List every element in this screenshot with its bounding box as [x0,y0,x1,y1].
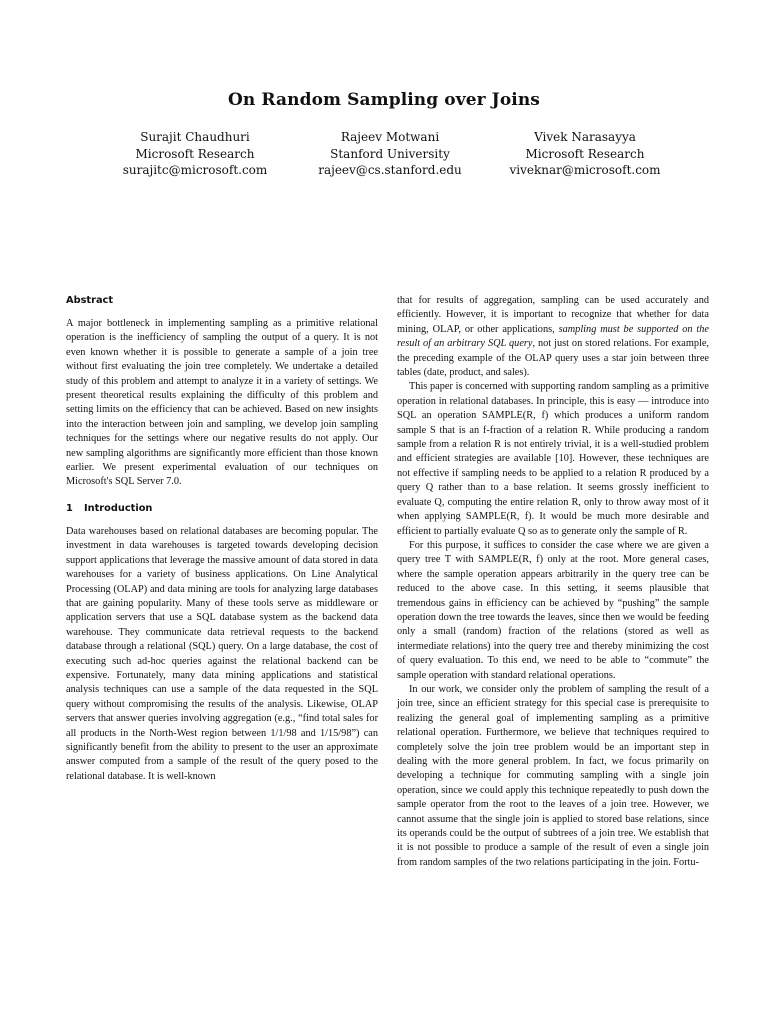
abstract-heading: Abstract [66,295,114,306]
author-email: rajeev@cs.stanford.edu [318,163,462,177]
abstract-text: A major bottleneck in implementing sampling as a primitive relational operation is the inefficiency of sampling the output of a query. It is not even known whether it is possible to generate a sample of a join tree without first evaluating the join tree completely. We undertake a detailed study of this problem and attempt to analyze it in a variety of settings. We present theoretical results explaining the difficulty of this problem and setting limits on the efficiency that can be achieved. Based on new insights into the interaction between join and sampling, we develop join sampling techniques for the settings where our negative results do not apply. Our new sampling algorithms are significantly more efficient than those known earlier. We present experimental evaluation of our techniques on Microsoft's SQL Server 7.0. [66,318,378,488]
intro-paragraph-5: In our work, we consider only the problem of sampling the result of a join tree, since an efficient strategy for this special case is prerequisite to realizing the general goal of implementing sampling as a primitive relational operation. Furthermore, we believe that techniques required to completely solve the join tree problem would be an important step in dealing with the more general problem. In fact, we focus primarily on developing a technique for commuting sampling with a single join operation, since we could apply this technique repeatedly to push down the sample operator from the root to the leaves of a join tree. However, we cannot assume that the single join is applied to stored base relations, since its operands could be the output of subtrees of a join tree. We establish that it is not possible to produce a sample of the result of even a single join from random samples of the two relations participating in the join. Fortu- [397,683,709,868]
paper-title: On Random Sampling over Joins [228,90,540,110]
right-column [397,294,709,870]
author-email: viveknar@microsoft.com [509,163,661,177]
author-email: surajitc@microsoft.com [122,163,268,177]
intro-paragraph-1: Data warehouses based on relational databases are becoming popular. The investment in data warehouses is targeted towards developing decision support applications that leverage the massive amount of data stored in data warehouses for a variety of business applications. On Line Analytical Processing (OLAP) and data mining are tools for analyzing large databases that are gaining popularity. Many of these tools serve as middleware or application servers that use a SQL database system as the backend data warehouse. They communicate data retrieval requests to the backend database through a relational (SQL) query. On a large database, the cost of executing such ad-hoc queries against the relational backend can be expensive. Fortunately, many data mining applications and statistical analysis techniques can use a sample of the data requested in the SQL query without compromising the results of the analysis. Likewise, OLAP servers that answer queries involving aggregation (e.g., “find total sales for all products in the North-West region between 1/1/98 and 1/15/98”) can significantly benefit from the ability to present to the user an approximate answer computed from a sample of the result of the query posed to the relational database. It is well-known [66,525,378,782]
author-affiliation: Stanford University [330,146,450,161]
section-heading-introduction [66,502,378,516]
author-name: Vivek Narasayya [534,130,636,144]
intro-paragraph-3: This paper is concerned with supporting random sampling as a primitive operation in relational databases. In principle, this is easy — introduce into SQL an operation SAMPLE(R, f) which produces a uniform random sample S that is an f-fraction of a relation R. While producing a random sample from a relation R is not entirely trivial, it is a well-studied problem and efficient strategies are available [10]. However, these techniques are not effective if sampling needs to be applied to a relation R produced by a query Q rather than to a base relation. It seems grossly inefficient to evaluate Q, computing the entire relation R, only to throw away most of it when applying SAMPLE(R, f). It would be much more desirable and efficient to partially evaluate Q so as to generate only the sample of R. [397,381,709,537]
text-run: , not just on stored relations. For example, the preceding example of the OLAP query uses a star join between three tables (date, product, and sales). [397,338,709,379]
author-name: Rajeev Motwani [340,130,440,144]
author-1 [100,129,290,179]
left-column [66,294,378,784]
emphasized-text: sampling must be supported on the result of an arbitrary SQL query [397,323,709,350]
section-number: 1 [66,502,73,514]
intro-paragraph-4: For this purpose, it suffices to consider the case where we are given a query tree T with SAMPLE(R, f) only at the root. More general cases, where the sample operation appears arbitrarily in the query tree can be reduced to the above case. In this setting, it seems plausible that tremendous gains in efficiency can be achieved by “pushing” the sample operation down the tree towards the leaves, since then we would be feeding only a small (random) fraction of the relations (stored as well as intermediate relations) into the query tree and thereby minimizing the cost of query evaluation. To this end, we need to be able to “commute” the sample operation with standard relational operations. [397,539,709,681]
author-affiliation: Microsoft Research [525,146,645,161]
author-3 [490,129,680,179]
author-name: Surajit Chaudhuri [140,130,250,144]
author-2 [295,129,485,179]
author-affiliation: Microsoft Research [135,146,255,161]
author-block [100,129,680,179]
section-title: Introduction [84,502,153,514]
intro-paragraph-2 [397,294,709,380]
text-run: that for results of aggregation, sampling can be used accurately and efficiently. However, it is important to recognize that whether for data mining, OLAP, or other applications, [397,295,709,335]
